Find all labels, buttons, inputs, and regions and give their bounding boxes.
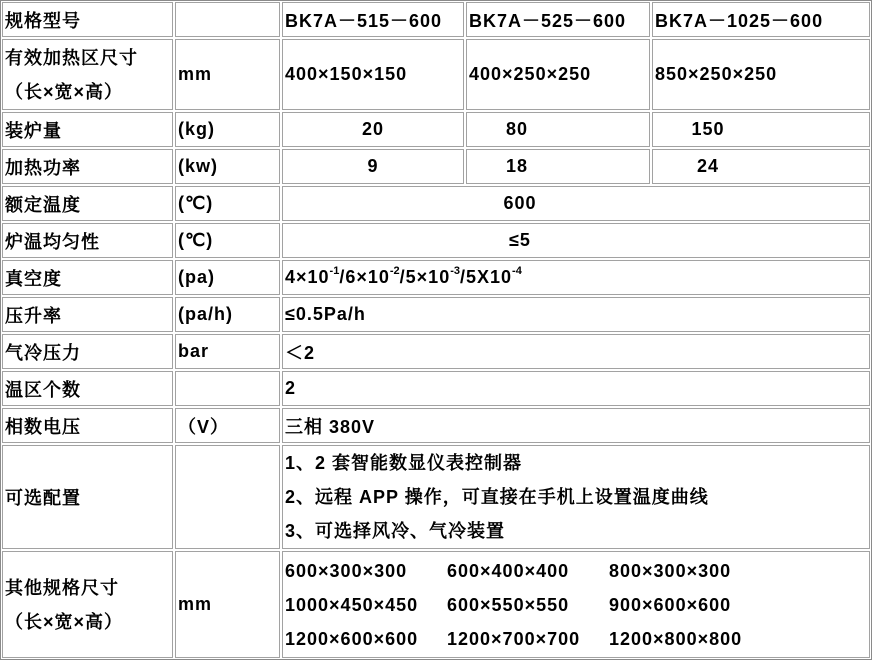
temperature-uniformity-value-cell	[282, 223, 870, 258]
heating-zone-count-value: 2	[282, 371, 870, 406]
pressure-rise-rate-label: 压升率	[2, 297, 173, 332]
optional-config-item-2: 2、远程 APP 操作，可直接在手机上设置温度曲线	[285, 487, 709, 507]
other-sizes-label-line-1: 其他规格尺寸	[5, 577, 119, 598]
furnace-load-value-3: 150	[691, 119, 725, 139]
optional-config-list	[282, 445, 870, 549]
other-size-item: 800×300×300	[609, 560, 732, 581]
furnace-load-value-1: 20	[282, 112, 464, 147]
phase-voltage-value: 三相 380V	[282, 408, 870, 443]
other-size-item: 1200×700×700	[447, 628, 581, 649]
vacuum-segment-4-exponent: -4	[512, 264, 522, 277]
rated-temperature-unit: (℃)	[175, 186, 280, 221]
other-sizes-row-2	[285, 588, 829, 622]
vacuum-segment-3-base: /5×10	[399, 267, 451, 287]
pressure-rise-rate-unit: (pa/h)	[175, 297, 280, 332]
heating-power-value-2-cell	[466, 149, 650, 184]
heating-power-value-2: 18	[505, 156, 529, 176]
temperature-uniformity-unit: (℃)	[175, 223, 280, 258]
rated-temperature-value: 600	[503, 193, 537, 213]
heating-zone-size-unit: mm	[175, 39, 280, 110]
heating-power-value-3-cell	[652, 149, 870, 184]
rated-temperature-label: 额定温度	[2, 186, 173, 221]
vacuum-segment-2-exponent: -2	[389, 264, 400, 277]
other-size-item: 600×300×300	[285, 560, 408, 581]
phase-voltage-unit: （V）	[175, 408, 280, 443]
optional-config-item-1: 1、2 套智能数显仪表控制器	[285, 453, 523, 473]
other-sizes-list	[282, 551, 870, 658]
other-size-item: 600×550×550	[447, 594, 570, 615]
other-size-item: 1200×600×600	[285, 628, 419, 649]
temperature-uniformity-label: 炉温均匀性	[2, 223, 173, 258]
optional-config-unit-empty	[175, 445, 280, 549]
heating-zone-size-label-line-1: 有效加热区尺寸	[5, 47, 138, 68]
heating-power-value-1: 9	[282, 149, 464, 184]
other-size-item: 600×400×400	[447, 560, 570, 581]
other-sizes-row-3	[285, 622, 829, 656]
temperature-uniformity-value: ≤5	[509, 230, 531, 250]
heating-power-unit: (kw)	[175, 149, 280, 184]
vacuum-degree-unit: (pa)	[175, 260, 280, 295]
gas-cooling-pressure-value: ＜2	[282, 334, 870, 369]
heating-zone-size-value-3: 850×250×250	[652, 39, 870, 110]
vacuum-degree-value	[282, 260, 870, 295]
model-value-1: BK7A－515－600	[282, 2, 464, 37]
gas-cooling-pressure-unit: bar	[175, 334, 280, 369]
rated-temperature-value-cell	[282, 186, 870, 221]
vacuum-degree-label: 真空度	[2, 260, 173, 295]
other-size-item: 1000×450×450	[285, 594, 419, 615]
other-size-item: 1200×800×800	[609, 628, 743, 649]
vacuum-segment-2-base: /6×10	[339, 267, 390, 287]
heating-zone-count-unit-empty	[175, 371, 280, 406]
model-unit-empty	[175, 2, 280, 37]
model-label: 规格型号	[2, 2, 173, 37]
furnace-load-value-2: 80	[505, 119, 529, 139]
phase-voltage-label: 相数电压	[2, 408, 173, 443]
heating-power-label: 加热功率	[2, 149, 173, 184]
gas-cooling-pressure-label: 气冷压力	[2, 334, 173, 369]
other-size-item: 900×600×600	[609, 594, 732, 615]
vacuum-segment-3-exponent: -3	[450, 264, 460, 277]
model-value-2: BK7A－525－600	[466, 2, 650, 37]
vacuum-segment-1-exponent: -1	[329, 264, 340, 277]
heating-zone-size-value-2: 400×250×250	[466, 39, 650, 110]
heating-power-value-3: 24	[696, 156, 720, 176]
pressure-rise-rate-value: ≤0.5Pa/h	[282, 297, 870, 332]
furnace-load-value-3-cell	[652, 112, 870, 147]
optional-config-label: 可选配置	[2, 445, 173, 549]
heating-zone-size-value-1: 400×150×150	[282, 39, 464, 110]
model-value-3: BK7A－1025－600	[652, 2, 870, 37]
furnace-load-label: 装炉量	[2, 112, 173, 147]
other-sizes-label-line-2: （长×宽×高）	[5, 611, 124, 632]
furnace-load-unit: (kg)	[175, 112, 280, 147]
heating-zone-size-label	[2, 39, 173, 110]
optional-config-item-3: 3、可选择风冷、气冷装置	[285, 521, 506, 541]
heating-zone-size-label-line-2: （长×宽×高）	[5, 81, 124, 102]
heating-zone-count-label: 温区个数	[2, 371, 173, 406]
other-sizes-unit: mm	[175, 551, 280, 658]
vacuum-segment-4-base: /5X10	[459, 267, 513, 287]
other-sizes-label	[2, 551, 173, 658]
vacuum-segment-1-base: 4×10	[285, 267, 330, 287]
other-sizes-row-1	[285, 554, 829, 588]
furnace-load-value-2-cell	[466, 112, 650, 147]
